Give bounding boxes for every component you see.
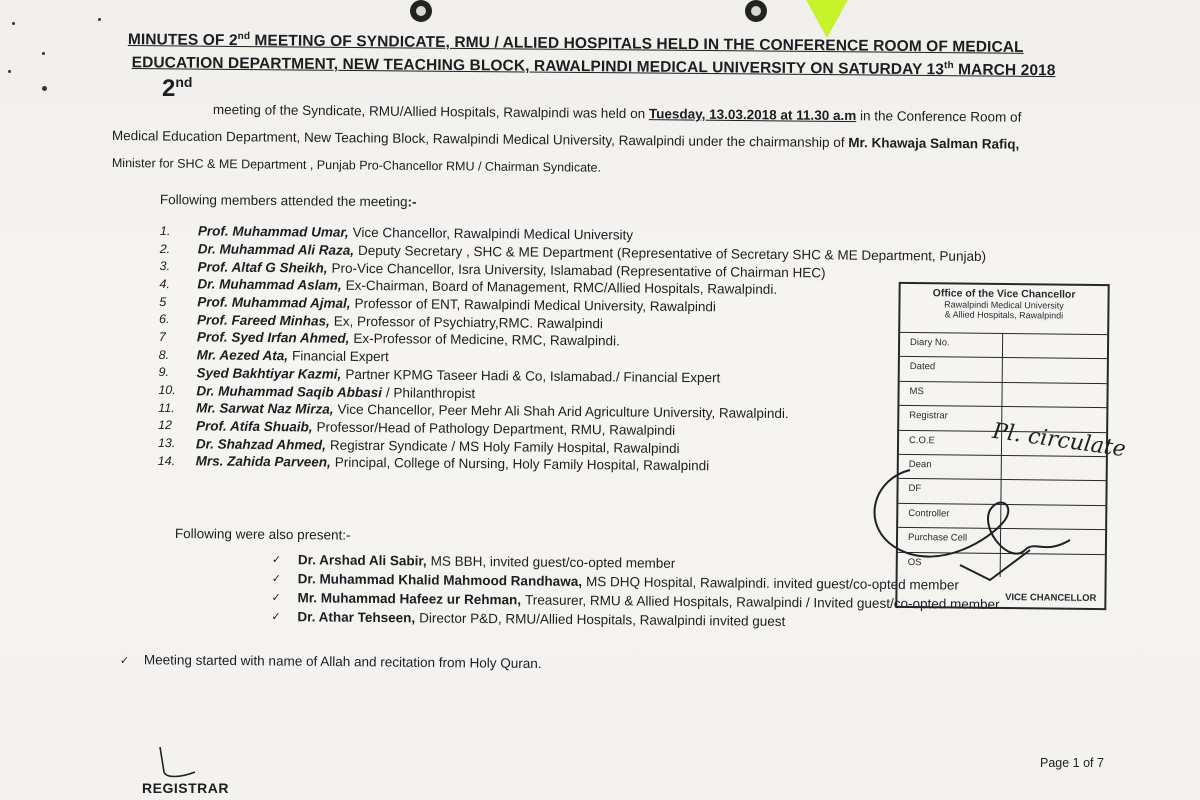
member-name: Mr. Aezed Ata, [196, 347, 289, 364]
stamp-row [898, 552, 1105, 577]
member-number: 11. [158, 400, 175, 415]
present-name: Dr. Arshad Ali Sabir, [297, 552, 427, 569]
stamp-row-label: Dean [908, 459, 932, 471]
members-list [158, 222, 987, 478]
meeting-date: Tuesday, 13.03.2018 at 11.30 a.m [648, 106, 857, 124]
member-number: 3. [159, 259, 171, 274]
member-number: 2. [159, 241, 171, 256]
present-name: Mr. Muhammad Hafeez ur Rehman, [297, 590, 522, 608]
member-name: Prof. Fareed Minhas, [196, 312, 330, 329]
member-number: 8. [158, 347, 170, 362]
member-description: Ex, Professor of Psychiatry,RMC. Rawalpindi [333, 313, 603, 332]
speck [42, 52, 45, 55]
stamp-row [899, 454, 1106, 479]
speck [12, 22, 15, 25]
registrar-signature-icon [150, 742, 210, 782]
stamp-row-label: C.O.E [908, 434, 935, 446]
member-description: Ex-Professor of Medicine, RMC, Rawalpindi. [353, 331, 620, 349]
stamp-row-label: Registrar [909, 410, 948, 422]
intro-line-1: meeting of the Syndicate, RMU/Allied Hospitals, Rawalpindi was held on Tuesday, 13.03.2018 at 11.30 a.m in the Conference Room of [212, 102, 1022, 125]
member-number: 10. [158, 383, 176, 398]
member-number: 7 [158, 329, 166, 345]
member-name: Prof. Muhammad Umar, [197, 223, 349, 241]
present-description: Treasurer, RMU & Allied Hospitals, Rawalpindi / Invited guest/co-opted member [525, 592, 1000, 612]
member-name: Mrs. Zahida Parveen, [195, 453, 331, 470]
present-description: Director P&D, RMU/Allied Hospitals, Rawalpindi invited guest [419, 610, 786, 629]
punch-hole-left [410, 0, 432, 22]
present-description: MS DHQ Hospital, Rawalpindi. invited guest/co-opted member [585, 574, 959, 593]
member-description: Principal, College of Nursing, Holy Family Hospital, Rawalpindi [334, 454, 710, 474]
member-name: Prof. Muhammad Ajmal, [197, 294, 351, 311]
intro-line-3: Minister for SHC & ME Department , Punjab Pro-Chancellor RMU / Chairman Syndicate. [111, 156, 602, 175]
stamp-row-label: MS [909, 385, 924, 397]
stamp-row-label: Purchase Cell [907, 532, 968, 544]
stamp-row [898, 527, 1105, 552]
member-name: Prof. Altaf G Sheikh, [197, 259, 328, 276]
member-description: Professor/Head of Pathology Department, RMU, Rawalpindi [316, 419, 676, 438]
member-description: Ex-Chairman, Board of Management, RMC/Allied Hospitals, Rawalpindi. [345, 278, 778, 298]
present-description: MS BBH, invited guest/co-opted member [430, 553, 676, 571]
stamp-row-label: Diary No. [910, 337, 950, 349]
present-name: Dr. Athar Tehseen, [297, 609, 416, 626]
handwritten-note: Pl. circulate [990, 418, 1128, 463]
member-name: Dr. Shahzad Ahmed, [195, 435, 326, 453]
opening-line: ✓ Meeting started with name of Allah and recitation from Holy Quran. [119, 652, 542, 672]
member-number: 13. [157, 436, 176, 451]
tick-icon: ✓ [271, 610, 281, 624]
stamp-row [899, 381, 1106, 406]
tick-icon: ✓ [119, 654, 130, 668]
member-number: 1. [159, 223, 171, 238]
member-name: Dr. Muhammad Saqib Abbasi [196, 382, 382, 400]
member-number: 6. [158, 312, 170, 327]
stamp-subheader: & Allied Hospitals, Rawalpindi [944, 309, 1064, 321]
registrar-label: REGISTRAR [142, 780, 229, 796]
member-description: / Philanthropist [385, 384, 476, 401]
stamp-row [898, 503, 1105, 528]
member-name: Mr. Sarwat Naz Mirza, [196, 400, 334, 417]
minutes-title: MINUTES OF 2nd MEETING OF SYNDICATE, RMU / ALLIED HOSPITALS HELD IN THE CONFERENCE ROOM OF MEDICAL EDUCATION DEPARTMENT, NEW TEACHING BLOCK, RAWALPINDI MEDICAL UNIVERSITY ON SATURDAY 13th MARCH 2018 [127, 30, 1056, 80]
member-description: Partner KPMG Taseer Hadi & Co, Islamabad./ Financial Expert [345, 366, 721, 386]
tick-icon: ✓ [271, 591, 281, 605]
chair-name: Mr. Khawaja Salman Rafiq, [848, 135, 1020, 152]
member-description: Deputy Secretary , SHC & ME Department (Representative of Secretary SHC & ME Department, Punjab) [357, 242, 987, 264]
present-list [271, 550, 1000, 633]
stamp-row [900, 332, 1107, 357]
member-description: Vice Chancellor, Rawalpindi Medical University [352, 225, 634, 243]
stamp-row [900, 356, 1107, 381]
stamp-header: Office of the Vice Chancellor [932, 287, 1076, 301]
page-number: Page 1 of 7 [1040, 756, 1104, 770]
speck [98, 18, 101, 21]
member-number: 12 [157, 418, 173, 433]
stamp-footer: VICE CHANCELLOR [1005, 592, 1097, 604]
member-name: Syed Bakhtiyar Kazmi, [196, 365, 342, 382]
stamp-subheader: Rawalpindi Medical University [944, 299, 1064, 311]
member-name: Prof. Atifa Shuaib, [195, 418, 313, 435]
member-description: Pro-Vice Chancellor, Isra University, Islamabad (Representative of Chairman HEC) [331, 260, 826, 281]
member-number: 9. [158, 365, 170, 380]
meeting-ordinal: 2nd [162, 74, 193, 102]
member-description: Vice Chancellor, Peer Mehr Ali Shah Arid Agriculture University, Rawalpindi. [337, 401, 789, 422]
member-description: Financial Expert [291, 348, 389, 365]
tick-icon: ✓ [271, 572, 281, 586]
present-name: Dr. Muhammad Khalid Mahmood Randhawa, [297, 571, 583, 589]
member-name: Dr. Muhammad Aslam, [197, 276, 342, 294]
stamp-row-label: Controller [908, 507, 950, 520]
member-name: Dr. Muhammad Ali Raza, [197, 241, 355, 258]
member-description: Registrar Syndicate / MS Holy Family Hospital, Rawalpindi [329, 437, 680, 456]
stamp-row-label: Dated [909, 361, 936, 373]
stamp-row [898, 478, 1105, 503]
member-description: Professor of ENT, Rawalpindi Medical University, Rawalpindi [354, 295, 716, 315]
speck [8, 70, 11, 73]
members-heading: Following members attended the meeting:- [159, 192, 417, 210]
punch-hole-right [745, 0, 767, 22]
tick-icon: ✓ [271, 553, 282, 567]
member-number: 4. [159, 276, 170, 292]
member-number: 14. [157, 453, 176, 468]
stamp-row-label: DF [908, 483, 922, 495]
stamp-row-label: OS [907, 556, 922, 568]
present-heading: Following were also present:- [174, 526, 351, 543]
speck [42, 86, 47, 91]
intro-line-2: Medical Education Department, New Teaching Block, Rawalpindi Medical University, Rawalpindi under the chairmanship of Mr. Khawaja Salman Rafiq, [111, 128, 1020, 152]
member-name: Prof. Syed Irfan Ahmed, [196, 329, 350, 347]
member-number: 5 [159, 294, 167, 309]
